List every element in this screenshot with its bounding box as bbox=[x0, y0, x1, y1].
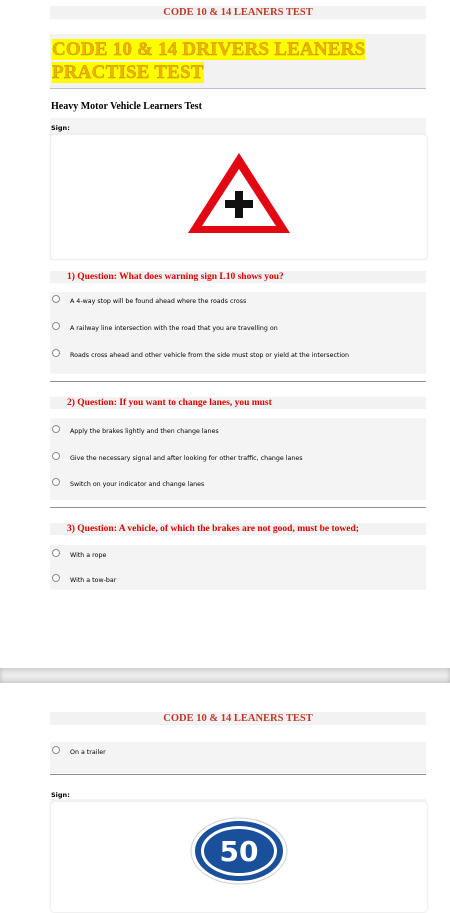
radio-button[interactable] bbox=[52, 478, 60, 486]
sign-label-bg bbox=[50, 118, 426, 132]
page-break bbox=[0, 668, 450, 683]
question-divider bbox=[50, 507, 426, 508]
radio-button[interactable] bbox=[52, 295, 60, 303]
radio-button[interactable] bbox=[52, 425, 60, 433]
subtitle: Heavy Motor Vehicle Learners Test bbox=[51, 101, 202, 112]
option-row[interactable] bbox=[50, 576, 426, 590]
sign-panel bbox=[50, 134, 428, 260]
question-3-options bbox=[50, 545, 426, 590]
option-row[interactable] bbox=[50, 454, 426, 468]
speed-limit-sign-icon bbox=[189, 816, 289, 886]
option-row[interactable] bbox=[50, 297, 426, 311]
option-row[interactable] bbox=[50, 351, 426, 365]
page-header: CODE 10 & 14 LEANERS TEST bbox=[50, 712, 426, 725]
option-row[interactable] bbox=[50, 324, 426, 338]
question-1-options bbox=[50, 292, 426, 374]
radio-button[interactable] bbox=[52, 349, 60, 357]
radio-button[interactable] bbox=[52, 746, 60, 754]
title-box bbox=[50, 34, 426, 89]
document-page-2 bbox=[0, 683, 450, 900]
option-label: With a rope bbox=[70, 552, 107, 559]
speed-limit-value: 50 bbox=[219, 835, 259, 868]
option-label: A railway line intersection with the road that you are travelling on bbox=[70, 325, 278, 332]
option-label: Roads cross ahead and other vehicle from the side must stop or yield at the intersection bbox=[70, 352, 349, 359]
question-divider bbox=[50, 381, 426, 382]
option-row[interactable] bbox=[50, 427, 426, 441]
option-label: With a tow-bar bbox=[70, 577, 117, 584]
option-row[interactable] bbox=[50, 480, 426, 494]
option-label: A 4-way stop will be found ahead where the roads cross bbox=[70, 298, 247, 305]
option-label: Switch on your indicator and change lanes bbox=[70, 481, 205, 488]
question-3: 3) Question: A vehicle, of which the brakes are not good, must be towed; bbox=[50, 523, 426, 535]
option-label: Apply the brakes lightly and then change lanes bbox=[70, 428, 219, 435]
radio-button[interactable] bbox=[52, 452, 60, 460]
page-title bbox=[52, 38, 365, 84]
question-divider bbox=[50, 774, 426, 775]
question-2-options bbox=[50, 418, 426, 500]
sign-label: Sign: bbox=[51, 791, 70, 799]
question-1: 1) Question: What does warning sign L10 shows you? bbox=[50, 271, 426, 283]
page-title-line-1: CODE 10 & 14 DRIVERS LEANERS bbox=[52, 39, 366, 60]
page-title-line-2: PRACTISE TEST bbox=[52, 62, 204, 83]
sign-panel bbox=[50, 801, 428, 913]
radio-button[interactable] bbox=[52, 322, 60, 330]
option-label: Give the necessary signal and after looking for other traffic, change lanes bbox=[70, 455, 303, 462]
sign-label: Sign: bbox=[51, 124, 70, 132]
page-header: CODE 10 & 14 LEANERS TEST bbox=[50, 6, 426, 19]
option-row[interactable] bbox=[50, 748, 426, 762]
option-label: On a trailer bbox=[70, 749, 106, 756]
crossroads-warning-triangle-icon bbox=[184, 149, 294, 239]
radio-button[interactable] bbox=[52, 549, 60, 557]
radio-button[interactable] bbox=[52, 574, 60, 582]
question-3-options-continued bbox=[50, 742, 426, 773]
question-2: 2) Question: If you want to change lanes, you must bbox=[50, 397, 426, 409]
option-row[interactable] bbox=[50, 551, 426, 565]
